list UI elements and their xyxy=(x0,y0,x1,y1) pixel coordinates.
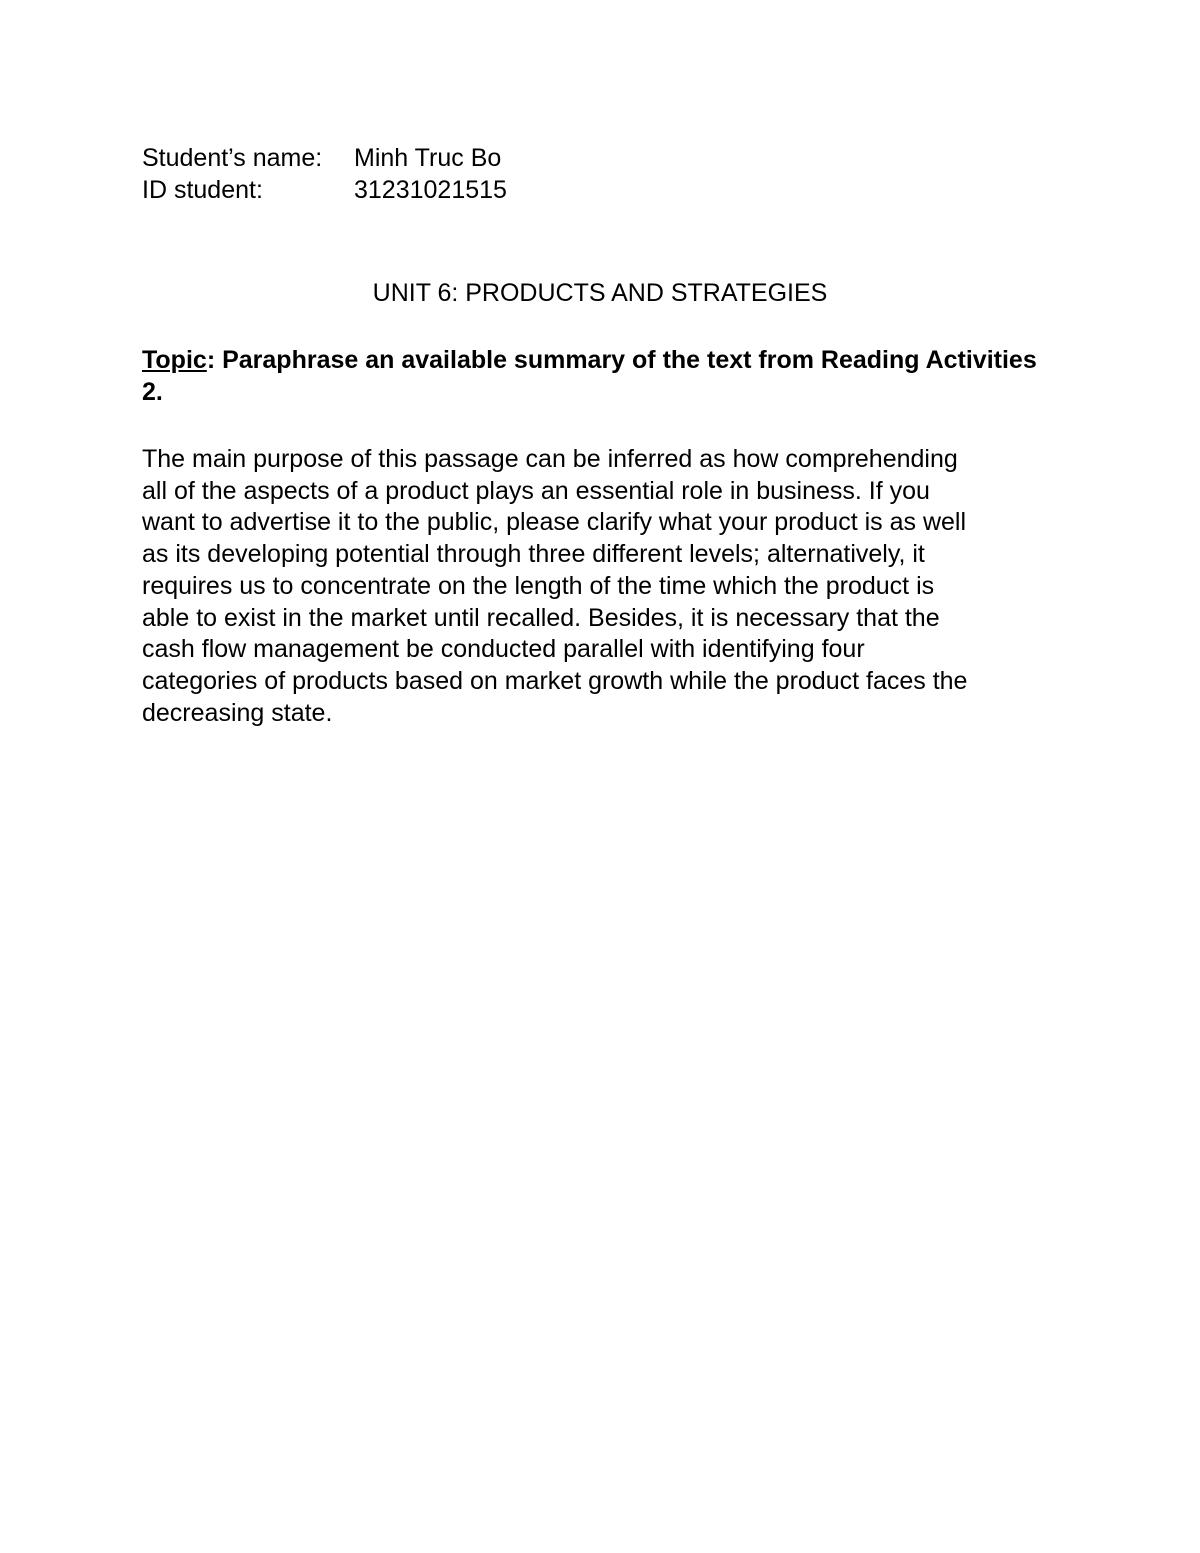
body-line: categories of products based on market growth while the product faces the xyxy=(142,666,968,695)
student-id-row xyxy=(142,174,507,206)
document-title: UNIT 6: PRODUCTS AND STRATEGIES xyxy=(372,279,828,307)
body-line: all of the aspects of a product plays an essential role in business. If you xyxy=(142,476,930,505)
body-paragraph xyxy=(142,444,1062,729)
body-line: requires us to concentrate on the length of the time which the product is xyxy=(142,571,935,600)
student-name-label: Student’s name: xyxy=(142,144,323,172)
body-line: as its developing potential through three different levels; alternatively, it xyxy=(142,540,925,569)
student-id-value: 31231021515 xyxy=(354,176,507,204)
body-line: want to advertise it to the public, please clarify what your product is as well xyxy=(142,508,967,537)
student-name-row xyxy=(142,142,501,174)
body-line: cash flow management be conducted parallel with identifying four xyxy=(142,635,865,664)
student-name-value: Minh Truc Bo xyxy=(354,144,502,172)
topic-separator: : xyxy=(206,346,216,374)
body-line: decreasing state. xyxy=(142,698,333,727)
body-line: able to exist in the market until recalled. Besides, it is necessary that the xyxy=(142,603,940,632)
topic-text: Paraphrase an available summary of the text from Reading Activities 2. xyxy=(142,346,1037,406)
topic-label: Topic xyxy=(142,346,207,374)
student-id-label: ID student: xyxy=(142,176,263,204)
topic-heading xyxy=(142,344,1062,408)
body-line: The main purpose of this passage can be inferred as how comprehending xyxy=(142,445,958,473)
